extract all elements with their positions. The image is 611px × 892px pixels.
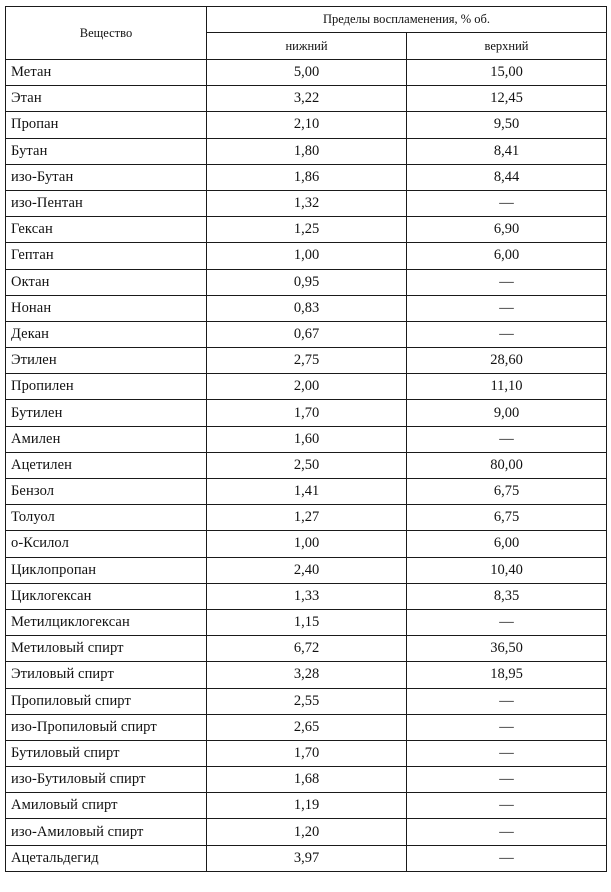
lower-limit-value: 1,60 [207,426,407,452]
upper-limit-value: 8,41 [407,138,607,164]
table-row [6,269,607,295]
flammability-table-container [5,6,607,872]
lower-limit-value: 5,00 [207,60,407,86]
table-row [6,636,607,662]
substance-name: Метиловый спирт [6,636,207,662]
substance-name: Пропилен [6,374,207,400]
upper-limit-value: — [407,714,607,740]
upper-limit-value: 8,35 [407,583,607,609]
substance-name: Октан [6,269,207,295]
lower-limit-value: 2,10 [207,112,407,138]
flammability-limits-table [5,6,607,872]
lower-limit-value: 3,97 [207,845,407,871]
table-row [6,688,607,714]
upper-limit-value: — [407,740,607,766]
substance-name: изо-Пропиловый спирт [6,714,207,740]
lower-limit-value: 2,40 [207,557,407,583]
upper-limit-value: 18,95 [407,662,607,688]
table-row [6,845,607,871]
table-row [6,426,607,452]
substance-name: Циклогексан [6,583,207,609]
upper-limit-value: — [407,767,607,793]
upper-limit-value: 11,10 [407,374,607,400]
lower-limit-value: 1,33 [207,583,407,609]
upper-limit-value: — [407,793,607,819]
substance-name: о-Ксилол [6,531,207,557]
lower-limit-value: 1,19 [207,793,407,819]
upper-limit-value: — [407,609,607,635]
substance-name: Пропан [6,112,207,138]
upper-limit-value: — [407,269,607,295]
table-row [6,243,607,269]
header-lower-limit: нижний [207,33,407,60]
lower-limit-value: 2,65 [207,714,407,740]
upper-limit-value: 6,75 [407,479,607,505]
lower-limit-value: 1,00 [207,243,407,269]
upper-limit-value: 6,00 [407,531,607,557]
lower-limit-value: 1,86 [207,164,407,190]
substance-name: Ацетальдегид [6,845,207,871]
substance-name: Нонан [6,295,207,321]
upper-limit-value: 9,00 [407,400,607,426]
lower-limit-value: 1,32 [207,190,407,216]
table-row [6,452,607,478]
lower-limit-value: 1,70 [207,740,407,766]
table-row [6,321,607,347]
upper-limit-value: 15,00 [407,60,607,86]
table-body [6,60,607,872]
lower-limit-value: 0,95 [207,269,407,295]
header-row-top [6,7,607,33]
table-row [6,583,607,609]
substance-name: Метан [6,60,207,86]
table-row [6,740,607,766]
lower-limit-value: 2,50 [207,452,407,478]
substance-name: Циклопропан [6,557,207,583]
lower-limit-value: 2,55 [207,688,407,714]
substance-name: Гексан [6,217,207,243]
lower-limit-value: 0,83 [207,295,407,321]
lower-limit-value: 3,28 [207,662,407,688]
table-row [6,86,607,112]
table-row [6,531,607,557]
substance-name: Этилен [6,348,207,374]
substance-name: Бутан [6,138,207,164]
substance-name: Этан [6,86,207,112]
upper-limit-value: 8,44 [407,164,607,190]
table-row [6,190,607,216]
lower-limit-value: 1,41 [207,479,407,505]
substance-name: Пропиловый спирт [6,688,207,714]
table-row [6,374,607,400]
table-row [6,295,607,321]
substance-name: Бензол [6,479,207,505]
upper-limit-value: — [407,321,607,347]
upper-limit-value: — [407,295,607,321]
upper-limit-value: — [407,190,607,216]
substance-name: Толуол [6,505,207,531]
lower-limit-value: 0,67 [207,321,407,347]
table-row [6,819,607,845]
substance-name: Декан [6,321,207,347]
substance-name: Этиловый спирт [6,662,207,688]
lower-limit-value: 1,15 [207,609,407,635]
substance-name: изо-Бутан [6,164,207,190]
substance-name: Ацетилен [6,452,207,478]
lower-limit-value: 2,00 [207,374,407,400]
lower-limit-value: 2,75 [207,348,407,374]
lower-limit-value: 1,20 [207,819,407,845]
header-flammability-limits: Пределы воспламенения, % об. [207,7,607,33]
table-row [6,217,607,243]
substance-name: Гептан [6,243,207,269]
upper-limit-value: 36,50 [407,636,607,662]
upper-limit-value: 9,50 [407,112,607,138]
upper-limit-value: 12,45 [407,86,607,112]
substance-name: Бутилен [6,400,207,426]
upper-limit-value: 6,75 [407,505,607,531]
table-row [6,505,607,531]
upper-limit-value: 6,00 [407,243,607,269]
lower-limit-value: 1,27 [207,505,407,531]
table-row [6,479,607,505]
table-row [6,793,607,819]
table-row [6,400,607,426]
table-row [6,609,607,635]
table-row [6,348,607,374]
upper-limit-value: — [407,688,607,714]
table-row [6,767,607,793]
upper-limit-value: — [407,819,607,845]
upper-limit-value: — [407,845,607,871]
lower-limit-value: 1,68 [207,767,407,793]
substance-name: изо-Пентан [6,190,207,216]
upper-limit-value: — [407,426,607,452]
table-row [6,164,607,190]
upper-limit-value: 28,60 [407,348,607,374]
lower-limit-value: 1,00 [207,531,407,557]
lower-limit-value: 1,80 [207,138,407,164]
table-row [6,662,607,688]
upper-limit-value: 10,40 [407,557,607,583]
table-row [6,714,607,740]
lower-limit-value: 6,72 [207,636,407,662]
substance-name: Амилен [6,426,207,452]
substance-name: изо-Бутиловый спирт [6,767,207,793]
table-row [6,557,607,583]
table-row [6,60,607,86]
header-upper-limit: верхний [407,33,607,60]
lower-limit-value: 1,70 [207,400,407,426]
table-row [6,138,607,164]
substance-name: Амиловый спирт [6,793,207,819]
lower-limit-value: 1,25 [207,217,407,243]
upper-limit-value: 80,00 [407,452,607,478]
upper-limit-value: 6,90 [407,217,607,243]
substance-name: Метилциклогексан [6,609,207,635]
table-row [6,112,607,138]
lower-limit-value: 3,22 [207,86,407,112]
substance-name: изо-Амиловый спирт [6,819,207,845]
header-substance: Вещество [6,7,207,60]
substance-name: Бутиловый спирт [6,740,207,766]
table-header [6,7,607,60]
